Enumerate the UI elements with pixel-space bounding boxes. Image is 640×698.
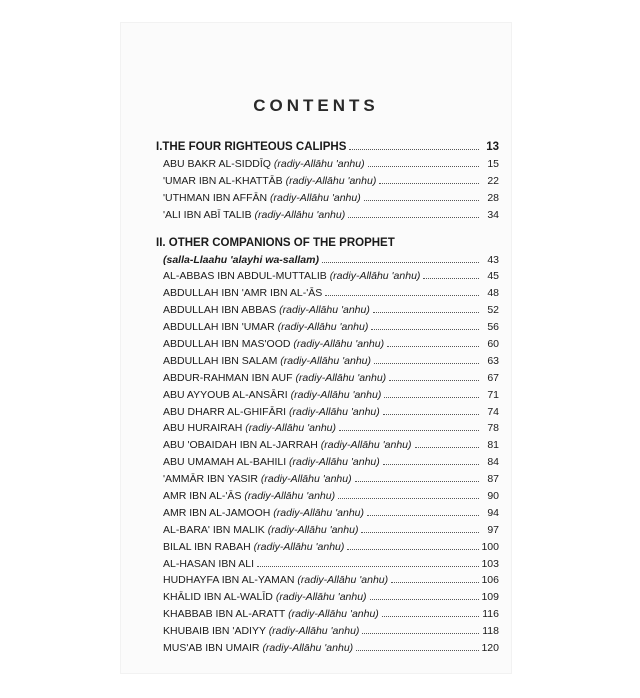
dot-leader	[389, 380, 479, 381]
entry-honorific: (radiy-Allāhu 'anhu)	[295, 371, 387, 384]
toc-entry	[156, 485, 499, 502]
entry-honorific: (radiy-Allāhu 'anhu)	[267, 523, 359, 536]
entry-title	[163, 456, 380, 468]
entry-title	[163, 338, 384, 350]
entry-title	[163, 287, 322, 299]
entry-honorific: (radiy-Allāhu 'anhu)	[245, 422, 336, 435]
toc-entry	[156, 519, 499, 536]
toc-entry	[156, 586, 499, 603]
entry-name: MUS'AB IBN UMAIR	[163, 642, 260, 655]
dot-leader	[373, 312, 479, 313]
toc-entry	[156, 170, 499, 187]
entry-title	[163, 625, 359, 637]
entry-page-number: 71	[487, 388, 499, 401]
entry-title	[163, 574, 388, 586]
toc-entry	[156, 153, 499, 170]
dot-leader	[379, 183, 479, 184]
entry-page-number: 116	[482, 608, 499, 621]
entry-name: AL-BARA' IBN MALIK	[163, 523, 265, 536]
entry-title	[163, 321, 368, 333]
section-1-heading	[156, 137, 499, 153]
entry-title	[163, 372, 386, 384]
toc-entry	[156, 266, 499, 283]
entry-page-number: 109	[481, 591, 499, 604]
dot-leader	[382, 616, 479, 617]
toc-entry	[156, 204, 499, 221]
toc-entry	[156, 434, 499, 451]
toc-entry	[156, 553, 499, 570]
section-2-subheading-row	[156, 251, 499, 266]
entry-title	[163, 591, 367, 603]
dot-leader	[339, 430, 479, 431]
entry-page-number: 120	[481, 642, 499, 655]
entry-title	[163, 389, 381, 401]
dot-leader	[383, 464, 479, 465]
entry-honorific: (radiy-Allāhu 'anhu)	[270, 191, 361, 204]
section-2-title: II. OTHER COMPANIONS OF THE PROPHET	[156, 236, 395, 249]
entry-name: ABU AYYOUB AL-ANSĀRI	[163, 388, 288, 401]
toc-entry	[156, 401, 499, 418]
entry-name: AL-ABBAS IBN ABDUL-MUTTALIB	[163, 270, 327, 283]
dot-leader	[391, 582, 479, 583]
entry-honorific: (radiy-Allāhu 'anhu)	[297, 574, 389, 587]
entry-page-number: 15	[487, 157, 499, 170]
entry-honorific: (radiy-Allāhu 'anhu)	[293, 338, 385, 351]
dot-leader	[370, 599, 479, 600]
entry-name: ABU 'OBAIDAH IBN AL-JARRAH	[163, 439, 318, 452]
toc-entry	[156, 468, 499, 485]
toc-entry	[156, 187, 499, 204]
toc-entry	[156, 384, 499, 401]
entry-honorific: (radiy-Allāhu 'anhu)	[279, 304, 370, 317]
entry-honorific: (radiy-Allāhu 'anhu)	[320, 439, 412, 452]
toc-entry	[156, 299, 499, 316]
dot-leader	[387, 346, 479, 347]
entry-name: ABU UMAMAH AL-BAHILI	[163, 456, 287, 469]
entry-title	[163, 192, 361, 204]
entry-page-number: 45	[487, 270, 499, 283]
dot-leader	[356, 650, 479, 651]
entry-name: HUDHAYFA IBN AL-YAMAN	[163, 574, 295, 587]
dot-leader	[338, 498, 479, 499]
section-2-entries	[156, 266, 499, 654]
entry-honorific: (radiy-Allāhu 'anhu)	[273, 506, 364, 519]
entry-name: AL-HASAN IBN ALI	[163, 557, 255, 570]
toc-entry	[156, 282, 499, 299]
page-title: CONTENTS	[253, 96, 379, 115]
toc-entry	[156, 316, 499, 333]
dot-leader	[383, 414, 479, 415]
entry-page-number: 84	[487, 456, 499, 469]
entry-page-number: 94	[487, 506, 499, 519]
toc-entry	[156, 620, 499, 637]
entry-title	[163, 642, 353, 654]
entry-page-number: 28	[487, 191, 499, 204]
entry-page-number: 106	[481, 574, 499, 587]
entry-title	[163, 507, 364, 519]
entry-honorific: (radiy-Allāhu 'anhu)	[260, 473, 352, 486]
entry-page-number: 60	[487, 338, 499, 351]
dot-leader	[325, 295, 479, 296]
entry-page-number: 100	[481, 540, 499, 553]
entry-honorific: (radiy-Allāhu 'anhu)	[280, 354, 372, 367]
toc-entry	[156, 637, 499, 654]
entry-title	[163, 541, 344, 553]
dot-leader	[367, 515, 479, 516]
entry-honorific: (radiy-Allāhu 'anhu)	[290, 388, 382, 401]
dot-leader	[349, 149, 479, 150]
section-2-page: 43	[487, 253, 499, 266]
entry-honorific: (radiy-Allāhu 'anhu)	[289, 456, 380, 469]
entry-page-number: 103	[481, 557, 499, 570]
section-1-page: 13	[486, 141, 499, 153]
dot-leader	[423, 278, 479, 279]
dot-leader	[355, 481, 479, 482]
entry-honorific: (radiy-Allāhu 'anhu)	[273, 157, 365, 170]
entry-honorific: (radiy-Allāhu 'anhu)	[277, 321, 369, 334]
toc-entry	[156, 502, 499, 519]
entry-honorific: (radiy-Allāhu 'anhu)	[285, 174, 377, 187]
entry-title	[163, 270, 420, 282]
book-page	[120, 22, 512, 674]
entry-page-number: 78	[487, 422, 499, 435]
dot-leader	[348, 217, 479, 218]
entry-name: ABDULLAH IBN 'AMR IBN AL-'ĀS	[163, 287, 323, 300]
entry-title	[163, 473, 352, 485]
section-2-subheading: (salla-Llaahu 'alayhi wa-sallam)	[163, 253, 319, 266]
entry-name: KHABBAB IBN AL-ARATT	[163, 608, 286, 621]
entry-title	[163, 558, 254, 570]
entry-honorific: (radiy-Allāhu 'anhu)	[288, 608, 379, 621]
section-1-entries	[156, 153, 499, 221]
entry-page-number: 34	[487, 208, 499, 221]
entry-name: ABDULLAH IBN ABBAS	[163, 304, 277, 317]
entry-page-number: 56	[487, 321, 499, 334]
entry-name: ABU DHARR AL-GHIFĀRI	[163, 405, 287, 418]
toc-entry	[156, 418, 499, 435]
dot-leader	[322, 262, 479, 263]
dot-leader	[362, 633, 479, 634]
entry-name: ABDUR-RAHMAN IBN AUF	[163, 371, 293, 384]
entry-name: ABU HURAIRAH	[163, 422, 243, 435]
entry-name: 'UTHMAN IBN AFFĀN	[163, 191, 268, 204]
entry-honorific: (radiy-Allāhu 'anhu)	[275, 591, 367, 604]
entry-name: AMR IBN AL-JAMOOH	[163, 506, 271, 519]
entry-page-number: 90	[487, 490, 499, 503]
entry-page-number: 48	[487, 287, 499, 300]
toc-entry	[156, 451, 499, 468]
entry-page-number: 67	[487, 371, 499, 384]
entry-honorific: (radiy-Allāhu 'anhu)	[268, 625, 360, 638]
entry-title	[163, 406, 380, 418]
entry-title	[163, 524, 358, 536]
entry-page-number: 52	[487, 304, 499, 317]
entry-honorific: (radiy-Allāhu 'anhu)	[262, 642, 354, 655]
dot-leader	[371, 329, 479, 330]
dot-leader	[347, 549, 479, 550]
dot-leader	[257, 566, 479, 567]
entry-honorific: (radiy-Allāhu 'anhu)	[254, 208, 346, 221]
toc-entry	[156, 350, 499, 367]
entry-title	[163, 209, 345, 221]
toc-entry	[156, 367, 499, 384]
entry-title	[163, 304, 370, 316]
toc-entry	[156, 603, 499, 620]
dot-leader	[368, 166, 479, 167]
entry-honorific: (radiy-Allāhu 'anhu)	[253, 540, 345, 553]
entry-name: AMR IBN AL-'ĀS	[163, 490, 242, 503]
table-of-contents	[156, 137, 499, 654]
entry-page-number: 63	[487, 354, 499, 367]
entry-page-number: 22	[487, 174, 499, 187]
entry-page-number: 87	[487, 473, 499, 486]
entry-page-number: 81	[487, 439, 499, 452]
entry-name: ABU BAKR AL-SIDDĪQ	[163, 157, 271, 170]
entry-name: KHĀLID IBN AL-WALĪD	[163, 591, 273, 604]
entry-page-number: 74	[487, 405, 499, 418]
entry-name: ABDULLAH IBN MAS'OOD	[163, 338, 291, 351]
entry-title	[163, 490, 335, 502]
entry-title	[163, 175, 376, 187]
entry-honorific: (radiy-Allāhu 'anhu)	[244, 490, 336, 503]
entry-title	[163, 608, 379, 620]
entry-title	[163, 422, 336, 434]
dot-leader	[415, 447, 479, 448]
toc-entry	[156, 536, 499, 553]
entry-page-number: 97	[487, 523, 499, 536]
section-2-heading	[156, 237, 499, 266]
entry-name: 'ALI IBN ABĪ TALIB	[163, 208, 252, 221]
toc-entry	[156, 570, 499, 587]
dot-leader	[361, 532, 479, 533]
entry-name: ABDULLAH IBN SALAM	[163, 354, 278, 367]
dot-leader	[384, 397, 479, 398]
entry-title	[163, 439, 412, 451]
section-1-title: I.THE FOUR RIGHTEOUS CALIPHS	[156, 141, 347, 153]
entry-name: 'AMMĀR IBN YASIR	[163, 473, 258, 486]
entry-honorific: (radiy-Allāhu 'anhu)	[289, 405, 380, 418]
entry-title	[163, 355, 371, 367]
entry-name: KHUBAIB IBN 'ADIYY	[163, 625, 266, 638]
entry-title	[163, 158, 365, 170]
toc-entry	[156, 333, 499, 350]
entry-name: 'UMAR IBN AL-KHATTĀB	[163, 174, 283, 187]
entry-name: BILAL IBN RABAH	[163, 540, 251, 553]
dot-leader	[374, 363, 479, 364]
dot-leader	[364, 200, 479, 201]
entry-page-number: 118	[482, 625, 499, 638]
entry-name: ABDULLAH IBN 'UMAR	[163, 321, 275, 334]
entry-honorific: (radiy-Allāhu 'anhu)	[329, 270, 421, 283]
